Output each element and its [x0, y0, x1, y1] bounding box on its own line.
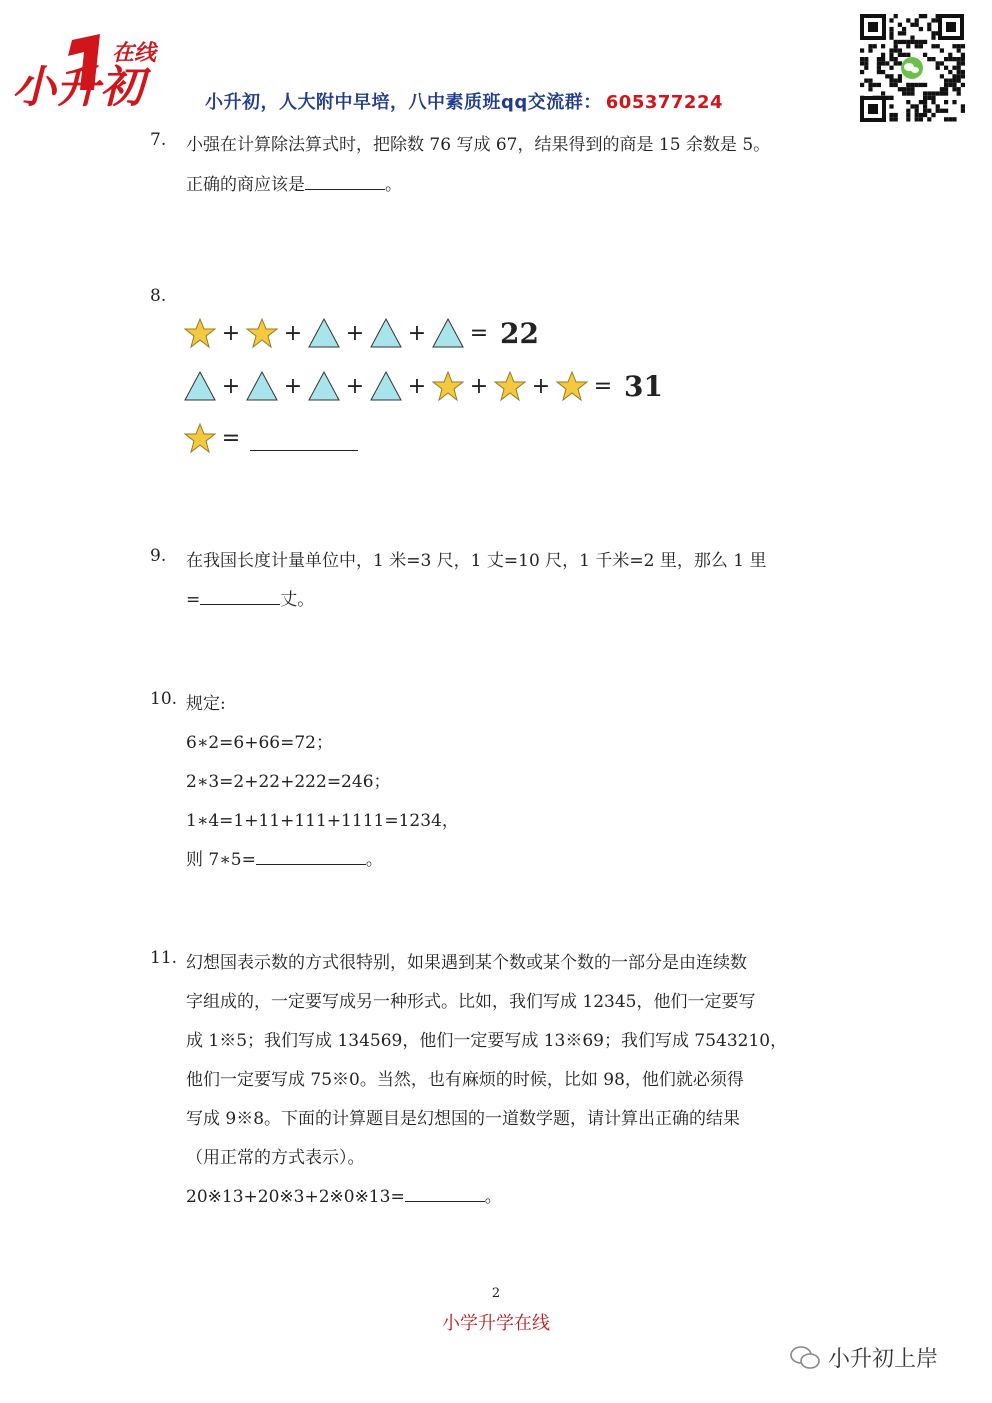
star-icon — [246, 317, 278, 349]
question-10-line-4: 1∗4=1+11+111+1111=1234， — [186, 811, 459, 831]
question-7-number: 7. — [150, 130, 167, 150]
question-10-line-1: 规定: — [186, 694, 226, 714]
question-9-line-1: 在我国长度计量单位中，1 米=3 尺，1 丈=10 尺，1 千米=2 里，那么 1 里 — [186, 551, 767, 571]
plus-sign: + — [283, 320, 303, 346]
svg-text:小升初: 小升初 — [12, 62, 144, 112]
banner-text — [205, 88, 723, 114]
question-9-line-2: = 丈。 — [186, 590, 315, 610]
wechat-icon — [901, 57, 923, 79]
triangle-icon — [370, 317, 402, 349]
question-11-line-1: 幻想国表示数的方式很特别，如果遇到某个数或某个数的一部分是由连续数 — [186, 953, 747, 973]
equation-row-1 — [184, 313, 539, 353]
question-10-line-3: 2∗3=2+22+222=246； — [186, 772, 391, 792]
triangle-icon — [308, 370, 340, 402]
star-icon — [556, 370, 588, 402]
answer-blank[interactable] — [405, 1187, 485, 1202]
answer-blank[interactable] — [256, 850, 366, 865]
triangle-icon — [246, 370, 278, 402]
footer-site-name: 小学升学在线 — [442, 1313, 550, 1334]
triangle-icon — [308, 317, 340, 349]
svg-text:在线: 在线 — [112, 41, 157, 66]
triangle-icon — [370, 370, 402, 402]
question-7-line-2: 正确的商应该是 。 — [186, 175, 402, 195]
star-icon — [494, 370, 526, 402]
plus-sign: + — [531, 373, 551, 399]
equation-1-result: 22 — [500, 316, 539, 350]
answer-blank[interactable] — [200, 590, 280, 605]
banner-label: 小升初，人大附中早培，八中素质班qq交流群： — [205, 92, 602, 113]
equals-sign: = — [221, 425, 241, 451]
watermark-text: 小升初上岸 — [828, 1347, 939, 1372]
page-number: 2 — [491, 1286, 501, 1301]
plus-sign: + — [407, 320, 427, 346]
plus-sign: + — [345, 320, 365, 346]
question-10-number: 10. — [150, 689, 178, 709]
question-11-line-6: （用正常的方式表示）。 — [186, 1148, 365, 1168]
question-11-line-4: 他们一定要写成 75※0。当然，也有麻烦的时候，比如 98，他们就必须得 — [186, 1070, 744, 1090]
star-icon — [432, 370, 464, 402]
plus-sign: + — [221, 320, 241, 346]
equals-sign: = — [593, 373, 613, 399]
triangle-icon — [432, 317, 464, 349]
question-10-line-2: 6∗2=6+66=72； — [186, 733, 333, 753]
star-icon — [184, 422, 216, 454]
equation-row-3 — [184, 418, 358, 458]
plus-sign: + — [469, 373, 489, 399]
equals-sign: = — [469, 320, 489, 346]
question-8-number: 8. — [150, 286, 167, 306]
qq-number: 605377224 — [605, 92, 724, 113]
answer-blank[interactable] — [305, 175, 385, 190]
star-icon — [184, 317, 216, 349]
equation-row-2 — [184, 366, 663, 406]
question-10-line-5: 则 7∗5= 。 — [186, 850, 383, 870]
question-11-line-3: 成 1※5；我们写成 134569，他们一定要写成 13※69；我们写成 7543210， — [186, 1031, 788, 1051]
question-11-number: 11. — [150, 948, 178, 968]
plus-sign: + — [221, 373, 241, 399]
answer-blank[interactable] — [250, 436, 358, 451]
equation-2-result: 31 — [624, 369, 663, 403]
watermark — [790, 1342, 938, 1373]
plus-sign: + — [283, 373, 303, 399]
question-11-line-5: 写成 9※8。下面的计算题目是幻想国的一道数学题，请计算出正确的结果 — [186, 1109, 741, 1129]
question-7-line-1: 小强在计算除法算式时，把除数 76 写成 67，结果得到的商是 15 余数是 5。 — [186, 135, 771, 155]
question-9-number: 9. — [150, 546, 167, 566]
question-11-line-2: 字组成的，一定要写成另一种形式。比如，我们写成 12345，他们一定要写 — [186, 992, 756, 1012]
site-logo — [10, 30, 175, 112]
triangle-icon — [184, 370, 216, 402]
qr-code-icon — [858, 12, 966, 124]
question-11-line-7: 20※13+20※3+2※0※13= 。 — [186, 1187, 502, 1207]
wechat-icon — [790, 1345, 820, 1371]
plus-sign: + — [407, 373, 427, 399]
plus-sign: + — [345, 373, 365, 399]
